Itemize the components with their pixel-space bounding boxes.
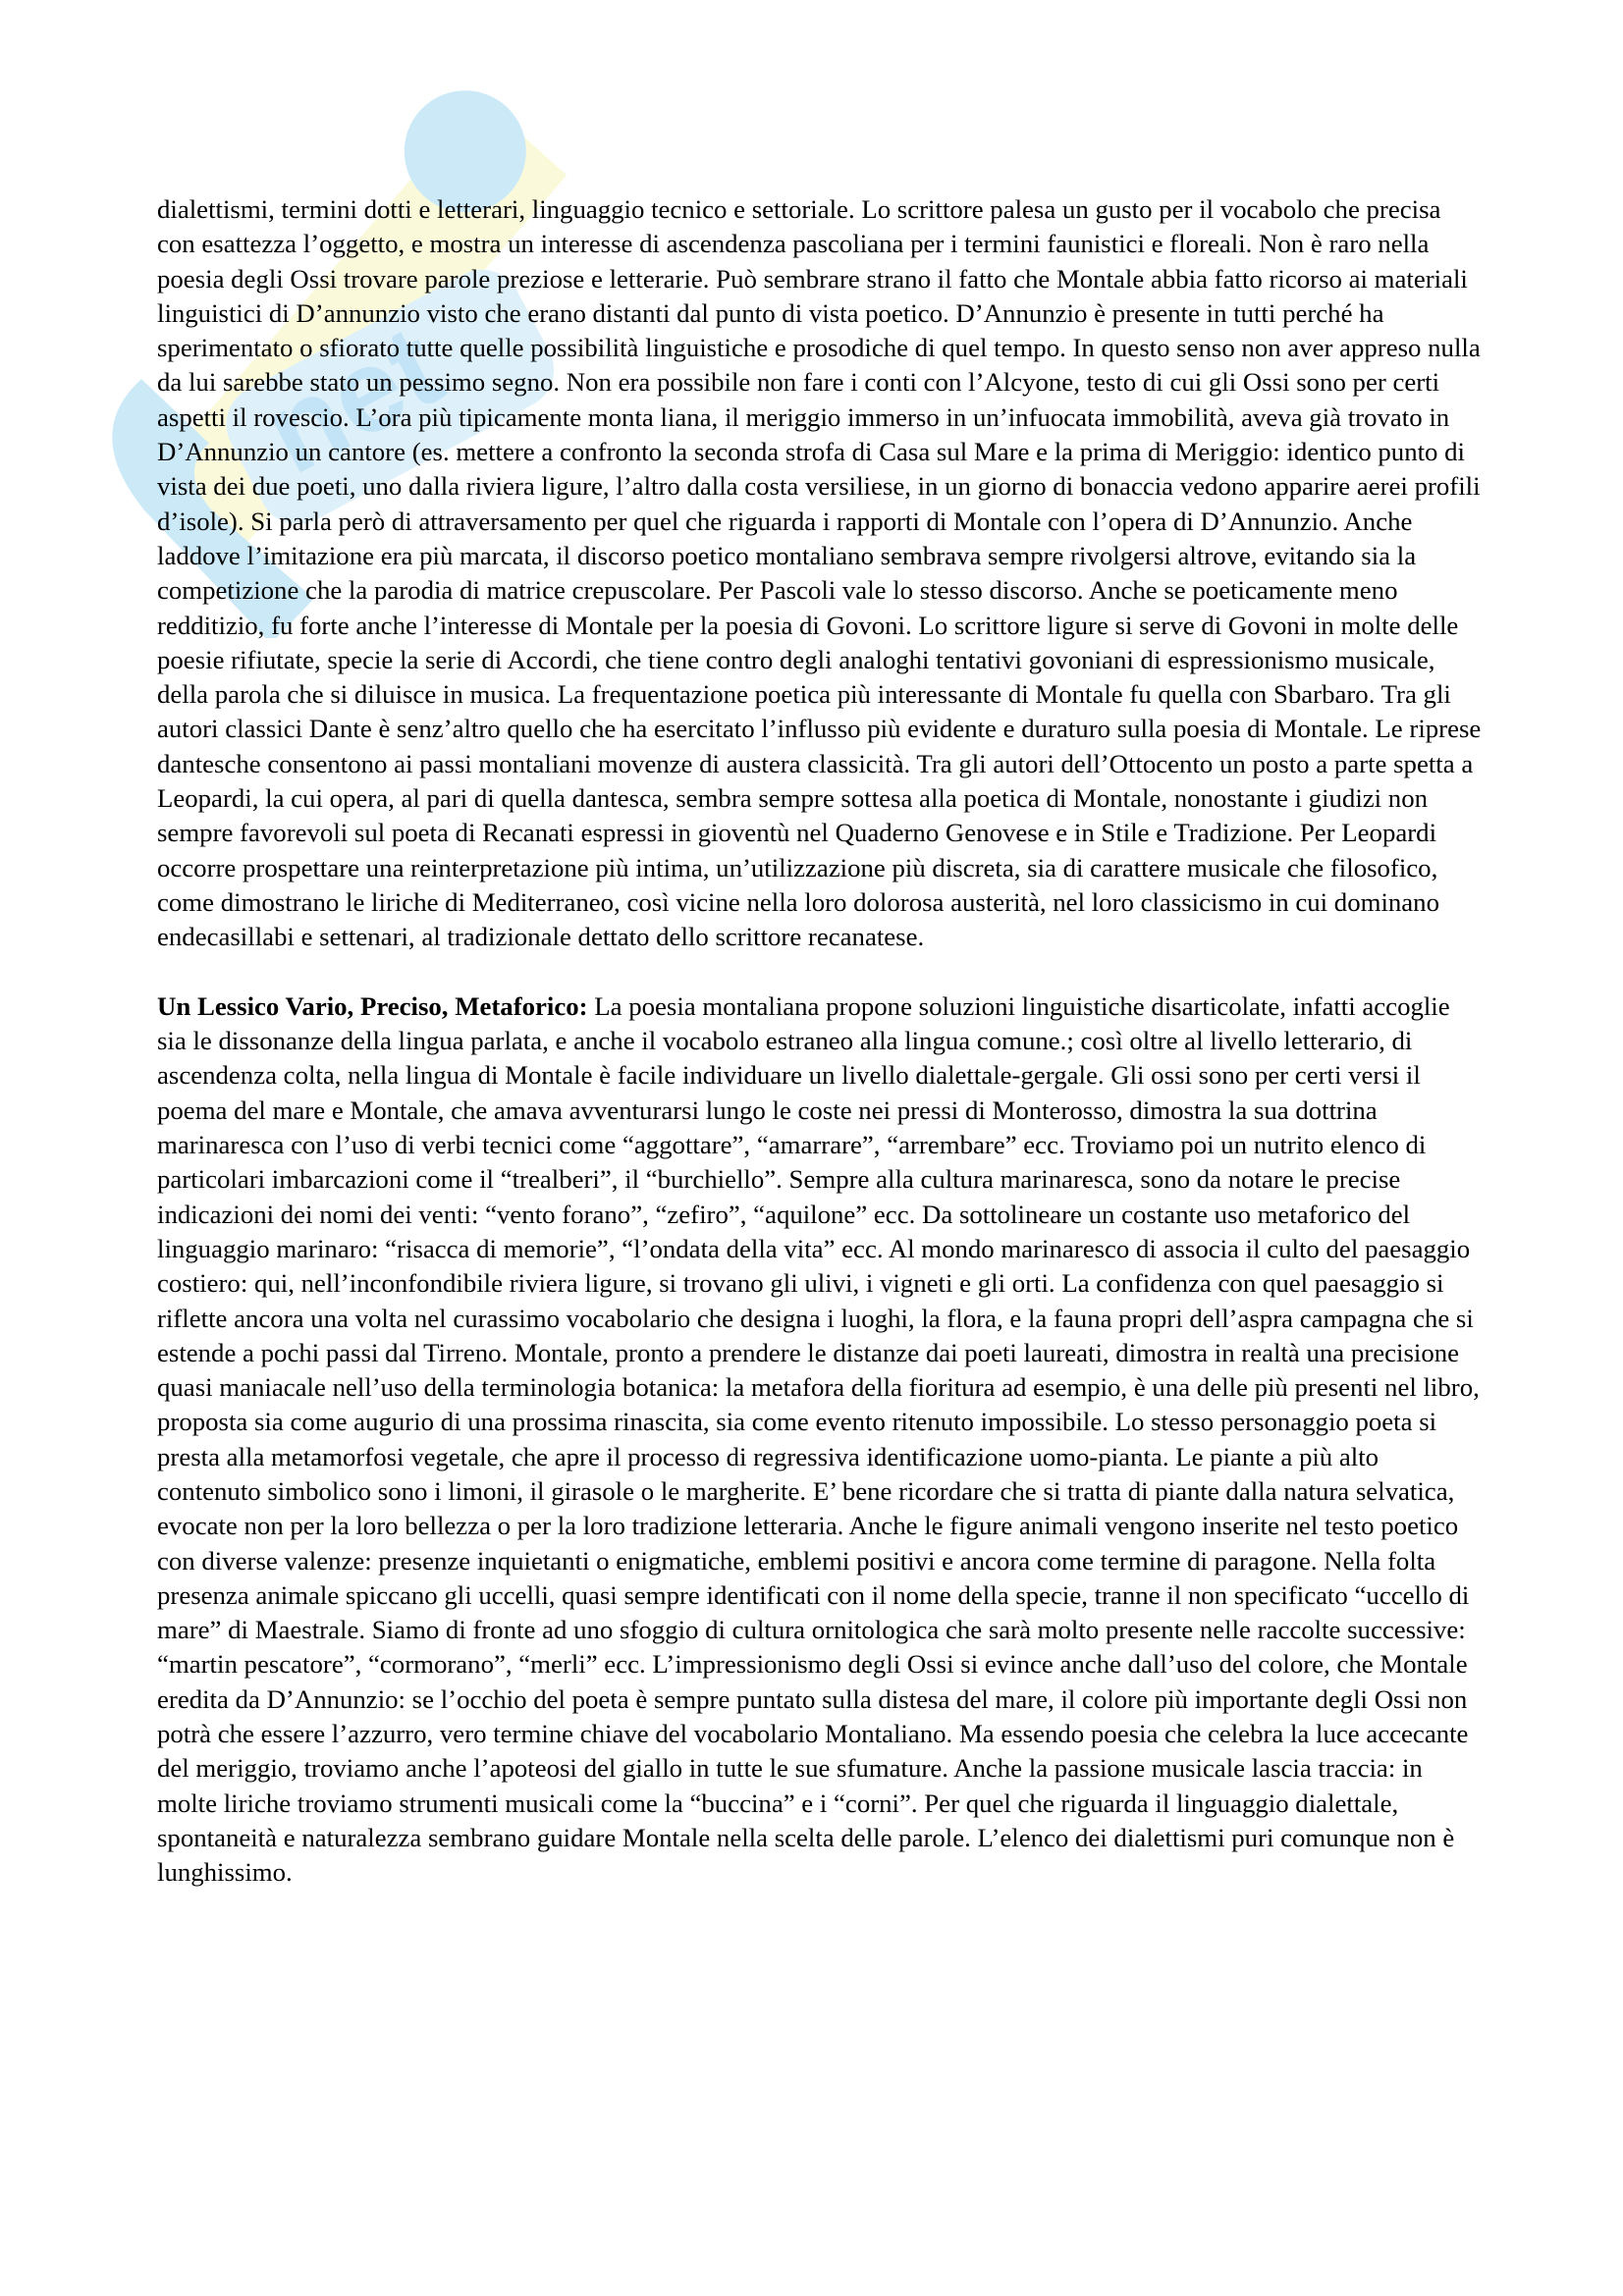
paragraph-text: dialettismi, termini dotti e letterari, linguaggio tecnico e settoriale. Lo scrittore palesa un gusto per il vocabolo che precisa con esattezza l’oggetto, e mostra un interesse di ascendenza pascoliana per i termini faunistici e floreali. Non è raro nella poesia degli Ossi trovare parole preziose e letterarie. Può sembrare strano il fatto che Montale abbia fatto ricorso ai materiali linguistici di D’annunzio visto che erano distanti dal punto di vista poetico. D’Annunzio è presente in tutti perché ha sperimentato o sfiorato tutte quelle possibilità linguistiche e prosodiche di quel tempo. In questo senso non aver appreso nulla da lui sarebbe stato un pessimo segno. Non era possibile non fare i conti con l’Alcyone, testo di cui gli Ossi sono per certi aspetti il rovescio. L’ora più tipicamente monta liana, il meriggio immerso in un’infuocata immobilità, aveva già trovato in D’Annunzio un cantore (es. mettere a confronto la seconda strofa di Casa sul Mare e la prima di Meriggio: identico punto di vista dei due poeti, uno dalla riviera ligure, l’altro dalla costa versiliese, in un giorno di bonaccia vedono apparire aerei profili d’isole). Si parla però di attraversamento per quel che riguarda i rapporti di Montale con l’opera di D’Annunzio. Anche laddove l’imitazione era più marcata, il discorso poetico montaliano sembrava sempre rivolgersi altrove, evitando sia la competizione che la parodia di matrice crepuscolare. Per Pascoli vale lo stesso discorso. Anche se poeticamente meno redditizio, fu forte anche l’interesse di Montale per la poesia di Govoni. Lo scrittore ligure si serve di Govoni in molte delle poesie rifiutate, specie la serie di Accordi, che tiene contro degli analoghi tentativi govoniani di espressionismo musicale, della parola che si diluisce in musica. La frequentazione poetica più interessante di Montale fu quella con Sbarbaro. Tra gli autori classici Dante è senz’altro quello che ha esercitato l’influsso più evidente e duraturo sulla poesia di Montale. Le riprese dantesche consentono ai passi montaliani movenze di austera classicità. Tra gli autori dell’Ottocento un posto a parte spetta a Leopardi, la cui opera, al pari di quella dantesca, sembra sempre sottesa alla poetica di Montale, nonostante i giudizi non sempre favorevoli sul poeta di Recanati espressi in gioventù nel Quaderno Genovese e in Stile e Tradizione. Per Leopardi occorre prospettare una reinterpretazione più intima, un’utilizzazione più discreta, sia di carattere musicale che filosofico, come dimostrano le liriche di Mediterraneo, così vicine nella loro dolorosa austerità, nel loro classicismo in cui dominano endecasillabi e settenari, al tradizionale dettato dello scrittore recanatese. [157,194,1482,952]
paragraph-lexicon [157,989,1483,1891]
section-heading: Un Lessico Vario, Preciso, Metaforico: [157,990,588,1021]
document-body [157,192,1483,1891]
svg-text:net: net [243,299,461,500]
paragraph-text: La poesia montaliana propone soluzioni linguistiche disarticolate, infatti accoglie sia le dissonanze della lingua parlata, e anche il vocabolo estraneo alla lingua comune.; così oltre al livello letterario, di ascendenza colta, nella lingua di Montale è facile individuare un livello dialettale-gergale. Gli ossi sono per certi versi il poema del mare e Montale, che amava avventurarsi lungo le coste nei pressi di Monterosso, dimostra la sua dottrina marinaresca con l’uso di verbi tecnici come “aggottare”, “amarrare”, “arrembare” ecc. Troviamo poi un nutrito elenco di particolari imbarcazioni come il “trealberi”, il “burchiello”. Sempre alla cultura marinaresca, sono da notare le precise indicazioni dei nomi dei venti: “vento forano”, “zefiro”, “aquilone” ecc. Da sottolineare un costante uso metaforico del linguaggio marinaro: “risacca di memorie”, “l’ondata della vita” ecc. Al mondo marinaresco di associa il culto del paesaggio costiero: qui, nell’inconfondibile riviera ligure, si trovano gli ulivi, i vigneti e gli orti. La confidenza con quel paesaggio si riflette ancora una volta nel curassimo vocabolario che designa i luoghi, la flora, e la fauna propri dell’aspra campagna che si estende a pochi passi dal Tirreno. Montale, pronto a prendere le distanze dai poeti laureati, dimostra in realtà una precisione quasi maniacale nell’uso della terminologia botanica: la metafora della fioritura ad esempio, è una delle più presenti nel libro, proposta sia come augurio di una prossima rinascita, sia come evento ritenuto impossibile. Lo stesso personaggio poeta si presta alla metamorfosi vegetale, che apre il processo di regressiva identificazione uomo-pianta. Le piante a più alto contenuto simbolico sono i limoni, il girasole o le margherite. E’ bene ricordare che si tratta di piante dalla natura selvatica, evocate non per la loro bellezza o per la loro tradizione letteraria. Anche le figure animali vengono inserite nel testo poetico con diverse valenze: presenze inquietanti o enigmatiche, emblemi positivi e ancora come termine di paragone. Nella folta presenza animale spiccano gli uccelli, quasi sempre identificati con il nome della specie, tranne il non specificato “uccello di mare” di Maestrale. Siamo di fronte ad uno sfoggio di cultura ornitologica che sarà molto presente nelle raccolte successive: “martin pescatore”, “cormorano”, “merli” ecc. L’impressionismo degli Ossi si evince anche dall’uso del colore, che Montale eredita da D’Annunzio: se l’occhio del poeta è sempre puntato sulla distesa del mare, il colore più importante degli Ossi non potrà che essere l’azzurro, vero termine chiave del vocabolario Montaliano. Ma essendo poesia che celebra la luce accecante del meriggio, troviamo anche l’apoteosi del giallo in tutte le sue sfumature. Anche la passione musicale lascia traccia: in molte liriche troviamo strumenti musicali come la “buccina” e i “corni”. Per quel che riguarda il linguaggio dialettale, spontaneità e naturalezza sembrano guidare Montale nella scelta delle parole. L’elenco dei dialettismi puri comunque non è lunghissimo. [157,990,1480,1888]
paragraph-influences [157,192,1483,955]
